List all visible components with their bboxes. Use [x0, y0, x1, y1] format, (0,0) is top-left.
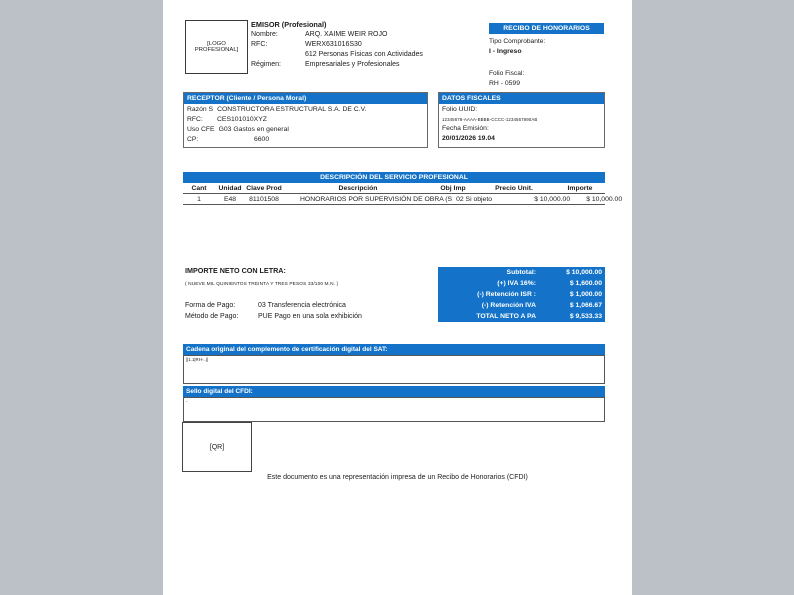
emisor-regimen2-label: Régimen:: [251, 61, 281, 68]
recibo-header-section: [489, 23, 604, 89]
folio-fiscal-label: Folio Fiscal:: [489, 70, 525, 77]
emisor-title: EMISOR (Profesional): [251, 20, 327, 29]
forma-pago-row: [185, 300, 445, 311]
receptor-row-razon: [187, 105, 424, 115]
emisor-nombre-label: Nombre:: [251, 31, 278, 38]
receptor-row-rfc: [187, 115, 424, 125]
importe-letra-title: IMPORTE NETO CON LETRA:: [185, 266, 286, 275]
cell-importe: $ 10,000.00: [586, 195, 623, 203]
total-row-total-neto: [438, 311, 605, 322]
metodo-pago-row: [185, 311, 445, 322]
col-header-precio-unit: Precio Unit.: [495, 184, 533, 192]
iva-label: (+) IVA 16%:: [497, 280, 536, 287]
cell-precio-unit: $ 10,000.00: [534, 195, 571, 203]
recibo-title-bar: RECIBO DE HONORARIOS: [489, 23, 604, 34]
emisor-regimen2-value: Empresariales y Profesionales: [305, 61, 400, 68]
total-row-iva: [438, 278, 605, 289]
total-row-subtotal: [438, 267, 605, 278]
total-neto-label: TOTAL NETO A PA: [476, 313, 536, 320]
pagos-section: [185, 300, 445, 322]
forma-pago-label: Forma de Pago:: [185, 302, 236, 309]
col-header-cant: Cant: [191, 184, 207, 192]
col-header-importe: Importe: [567, 184, 593, 192]
service-table-title-bar: DESCRIPCIÓN DEL SERVICIO PROFESIONAL: [183, 172, 605, 183]
iva-value: $ 1,600.00: [569, 280, 602, 287]
retencion-iva-value: $ 1,066.67: [569, 302, 602, 309]
qr-placeholder-label: [QR]: [209, 443, 225, 451]
cp-label: CP:: [187, 136, 199, 143]
tipo-comprobante-value: I - Ingreso: [489, 48, 522, 55]
datos-fiscales-title-bar: DATOS FISCALES: [439, 93, 604, 104]
cell-cant: 1: [197, 195, 201, 203]
receptor-title-bar: RECEPTOR (Cliente / Persona Moral): [184, 93, 427, 104]
folio-fiscal-value: RH - 0599: [489, 80, 520, 87]
importe-letra-section: [185, 266, 440, 287]
total-neto-value: $ 9,533.33: [569, 313, 602, 320]
emisor-rfc-label: RFC:: [251, 41, 268, 48]
receptor-rfc-value: CES101010XYZ: [217, 116, 267, 123]
totals-section: [438, 267, 605, 322]
retencion-isr-label: (-) Retención ISR :: [477, 291, 536, 298]
logo-placeholder: [185, 20, 248, 74]
logo-placeholder-label: [LOGO PROFESIONAL]: [194, 41, 239, 53]
fecha-emision-value: 20/01/2026 19.04: [442, 135, 495, 142]
razon-social-value: CONSTRUCTORA ESTRUCTURAL S.A. DE C.V.: [217, 106, 367, 113]
emisor-section: [251, 20, 496, 70]
sello-digital-value: -: [186, 399, 188, 404]
cell-descripcion: HONORARIOS POR SUPERVISIÓN DE OBRA (S: [300, 195, 453, 203]
receptor-rfc-label: RFC:: [187, 116, 203, 123]
importe-letra-value: ( NUEVE MIL QUINIENTOS TREINTA Y TRES PESOS 33/100 M.N. ): [185, 282, 339, 287]
col-header-descripcion: Descripción: [338, 184, 378, 192]
col-header-unidad: Unidad: [218, 184, 242, 192]
receptor-section: [183, 92, 428, 148]
emisor-rfc-value: WERX631016S30: [305, 41, 362, 48]
cell-clave-prod: 81101508: [249, 195, 279, 203]
emisor-regimen1-value: 612 Personas Físicas con Actividades: [305, 51, 423, 58]
service-table-header-row: [183, 183, 605, 194]
cadena-original-title-bar: Cadena original del complemento de certificación digital del SAT:: [183, 344, 605, 355]
sello-digital-box: [183, 397, 605, 422]
metodo-pago-value: PUE Pago en una sola exhibición: [258, 313, 362, 320]
emisor-regimen1-label: [251, 50, 305, 60]
emisor-row-nombre: [251, 30, 496, 40]
service-table: [183, 172, 623, 205]
subtotal-label: Subtotal:: [506, 269, 536, 276]
footer-disclaimer: Este documento es una representación impresa de un Recibo de Honorarios (CFDI): [267, 474, 528, 481]
cp-value: 6600: [254, 136, 270, 143]
invoice-document: [163, 0, 632, 595]
metodo-pago-label: Método de Pago:: [185, 313, 239, 320]
cell-obj-imp: 02 Si objeto: [456, 195, 492, 203]
cadena-original-value: ||1.1|RH-..||: [186, 357, 209, 362]
retencion-isr-value: $ 1,000.00: [569, 291, 602, 298]
forma-pago-value: 03 Transferencia electrónica: [258, 302, 346, 309]
service-table-row: [183, 194, 623, 205]
fecha-emision-label: Fecha Emisión:: [442, 125, 489, 132]
emisor-row-rfc: [251, 40, 496, 50]
emisor-nombre-value: ARQ. XAIME WEIR ROJO: [305, 31, 388, 38]
total-row-retencion-isr: [438, 289, 605, 300]
qr-code-placeholder: [182, 422, 252, 472]
emisor-row-regimen-2: [251, 60, 496, 70]
razon-social-label: Razón S: [187, 106, 214, 113]
retencion-iva-label: (-) Retención IVA: [481, 302, 536, 309]
uso-cfdi-label: Uso CFE: [187, 126, 215, 133]
folio-uuid-value: 12345678-AAAA-BBBB-CCCC-1234567890AB: [442, 117, 538, 122]
receptor-row-uso: [187, 125, 424, 135]
total-row-retencion-iva: [438, 300, 605, 311]
cadena-original-box: [183, 355, 605, 384]
datos-fiscales-section: [438, 92, 605, 148]
subtotal-value: $ 10,000.00: [566, 269, 602, 276]
col-header-obj-imp: Obj Imp: [440, 184, 466, 192]
tipo-comprobante-label: Tipo Comprobante:: [489, 38, 546, 45]
uso-cfdi-value: G03 Gastos en general: [218, 126, 289, 133]
receptor-row-cp: [187, 135, 424, 145]
folio-uuid-label: Folio UUID:: [442, 106, 478, 113]
sello-digital-title-bar: Sello digital del CFDI:: [183, 386, 605, 397]
col-header-clave-prod: Clave Prod: [246, 184, 282, 192]
emisor-row-regimen-1: [251, 50, 496, 60]
cell-unidad: E48: [223, 195, 237, 203]
